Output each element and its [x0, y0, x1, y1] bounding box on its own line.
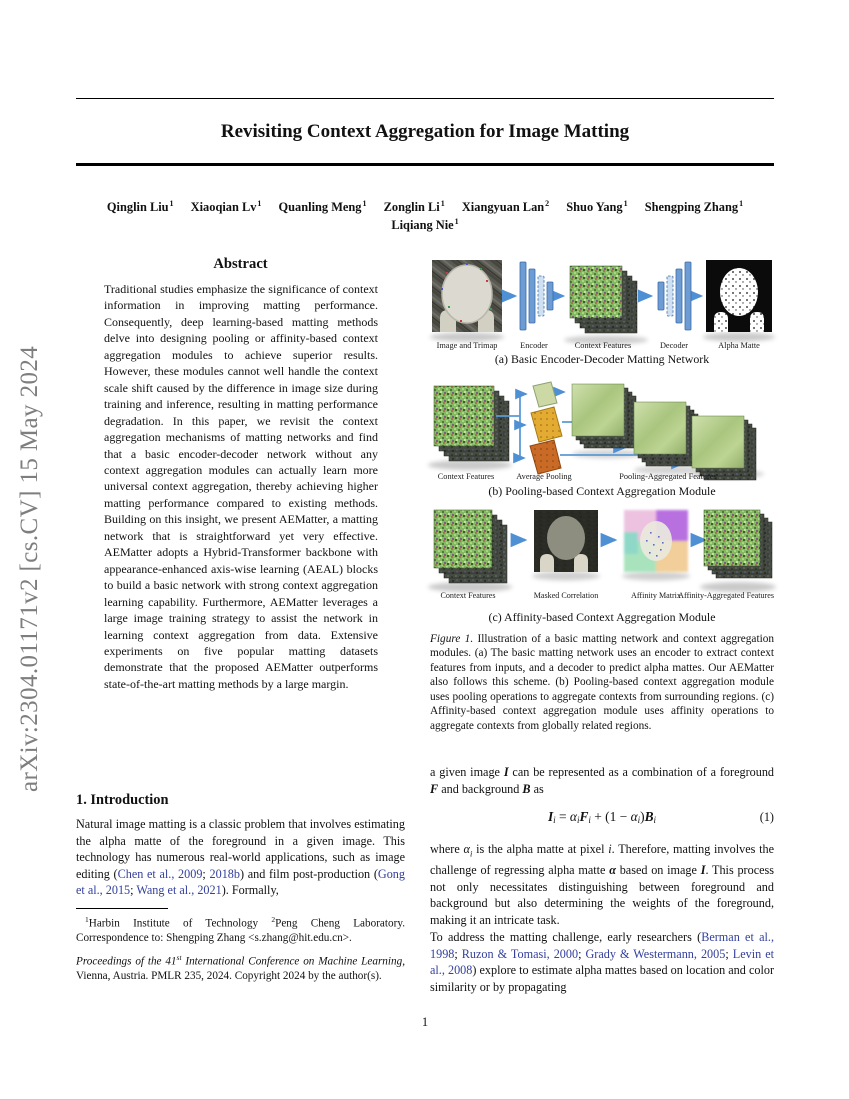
citation-link[interactable]: Wang et al., 2021	[136, 883, 222, 898]
panel-a-caption: (a) Basic Encoder-Decoder Matting Network	[494, 352, 710, 366]
author	[384, 200, 445, 214]
equation-body: $I_i = \alpha_iF_i + (1 - \alpha_i)B_i$	[547, 809, 657, 825]
intro-text: ) and film post-production (	[239, 866, 378, 881]
affinity-matrix-image	[624, 510, 688, 572]
citation-link[interactable]: Berman et al., 1998	[430, 930, 775, 961]
figure-label: Affinity-Aggregated Features	[678, 591, 774, 600]
body-text: and background	[438, 781, 523, 796]
figure1-caption-text: Illustration of a basic matting network and context aggregation modules. (a) The basic matting network uses an encoder to extract context features from inputs, and a decoder to predict alpha mattes. Our AEMatter also follows this scheme. (b) Pooling-based context aggregation module uses pooling operations to aggregate contexts from surrounding regions. (c) Affinity-based context aggregation module uses affinity operations to aggregate contexts from globally related regions.	[430, 633, 775, 732]
author	[107, 200, 174, 214]
pooling-aggregated-stack-3	[692, 416, 756, 480]
author-name: Qinglin Liu	[106, 200, 169, 215]
citation-link[interactable]: Grady & Westermann, 2005	[585, 946, 726, 961]
proceedings-italic: Proceedings of the 41	[76, 955, 177, 968]
context-features-stack	[434, 386, 509, 461]
context-features-stack	[434, 510, 507, 583]
author-name: Xiaoqian Lv	[190, 200, 257, 215]
math-var: α	[609, 863, 616, 878]
equation-number: (1)	[759, 810, 774, 824]
figure-label: Context Features	[437, 472, 495, 481]
panel-c-caption: (c) Affinity-based Context Aggregation Module	[488, 610, 716, 624]
author-name: Zonglin Li	[383, 200, 440, 215]
citation-link[interactable]: Chen et al., 2009	[117, 866, 203, 881]
paper-title: Revisiting Context Aggregation for Image Matting	[220, 121, 630, 142]
context-features-stack	[570, 266, 637, 333]
author-affiliation-sup: 1	[454, 217, 459, 226]
alpha-matte-image	[706, 260, 772, 332]
author-name: Shuo Yang	[566, 200, 623, 215]
intro-paragraph	[76, 816, 405, 899]
abstract-heading: Abstract	[213, 256, 268, 272]
intro-text: Natural image matting is a classic problem that involves estimating the alpha matte of the foreground in a given image. This technology has numerous real-world applications, such as image editing (	[76, 817, 405, 881]
math-var: i	[608, 842, 612, 856]
figure-label: Context Features	[574, 341, 632, 350]
figure-label: Image and Trimap	[436, 341, 498, 350]
footnote-text: Harbin Institute of Technology	[88, 917, 272, 930]
masked-correlation-image	[534, 510, 598, 572]
body-text: To address the matting challenge, early researchers (	[430, 930, 702, 944]
author-line-2	[76, 214, 774, 233]
author	[645, 200, 743, 214]
author	[279, 200, 367, 214]
figure-label: Decoder	[659, 341, 689, 350]
affiliation-marker: 1	[85, 915, 89, 924]
intro-text: ). Formally,	[221, 883, 279, 898]
body-text: ;	[454, 946, 462, 961]
footnote-text: Peng Cheng Laboratory. Correspondence to: Shengping Zhang	[76, 917, 405, 945]
affinity-aggregated-stack	[704, 510, 772, 578]
body-text: ;	[725, 946, 733, 961]
figure-label: Encoder	[520, 341, 548, 350]
proceedings-italic: International Conference on Machine Learning	[181, 955, 403, 968]
author-line-1	[76, 196, 774, 215]
body-paragraph	[430, 764, 774, 797]
author-affiliation-sup: 2	[545, 199, 550, 208]
body-text: can be represented as a combination of a foreground	[508, 765, 775, 779]
figure1-caption	[430, 632, 774, 733]
author-affiliation-sup: 1	[739, 199, 744, 208]
body-text: ;	[578, 946, 586, 961]
footnote-text: .	[349, 932, 352, 945]
math-var: I	[503, 765, 509, 779]
figure-panel-c	[430, 502, 774, 602]
author-affiliation-sup: 1	[257, 199, 262, 208]
encoder-bars	[520, 262, 553, 330]
affiliation-marker: 2	[271, 915, 276, 924]
author	[391, 218, 458, 232]
citation-link[interactable]: Levin et al., 2008	[430, 946, 774, 978]
math-var: α	[463, 842, 470, 856]
proceedings-note	[76, 951, 405, 984]
figure-label: Average Pooling	[516, 472, 572, 481]
arxiv-watermark: arXiv:2304.01171v2 [cs.CV] 15 May 2024	[16, 345, 43, 792]
author-name: Liqiang Nie	[391, 218, 454, 233]
figure-label: Masked Correlation	[533, 591, 599, 600]
citation-link[interactable]: Ruzon & Tomasi, 2000	[461, 946, 579, 961]
citation-link[interactable]: 2018b	[209, 866, 240, 881]
header-bottom-rule	[76, 163, 774, 166]
panel-b-caption: (b) Pooling-based Context Aggregation Module	[488, 484, 716, 498]
figure-panel-a	[430, 256, 774, 352]
figure1-caption-label: Figure 1.	[430, 633, 474, 645]
average-pooling-plates	[530, 382, 562, 474]
figure-label: Affinity Matrix	[631, 591, 681, 600]
author-name: Xiangyuan Lan	[461, 200, 545, 215]
figure-label: Pooling-Aggregated Features	[619, 472, 717, 481]
equation-1	[430, 809, 774, 825]
header-top-rule	[76, 98, 774, 99]
decoder-bars	[658, 262, 691, 330]
body-text: ) explore to estimate alpha mattes based on location and color similarity or by propagating	[430, 963, 774, 994]
author-affiliation-sup: 1	[362, 199, 367, 208]
author-affiliation-sup: 1	[623, 199, 628, 208]
pooling-aggregated-stack-2	[634, 402, 698, 466]
author-affiliation-sup: 1	[440, 199, 445, 208]
author	[191, 200, 262, 214]
math-var: I	[700, 863, 706, 878]
page-number: 1	[421, 1015, 429, 1029]
body-text: . This process not only necessitates distinguishing between foreground and background but also determining the weights of the foreground, making it an intricate task.	[430, 863, 774, 927]
input-image-trimap	[432, 260, 502, 332]
author-affiliation-sup: 1	[169, 199, 174, 208]
intro-text: ;	[202, 866, 210, 881]
pooling-aggregated-stack-1	[572, 384, 636, 448]
body-text: . Therefore, matting involves the challenge of regressing alpha matte	[430, 842, 774, 878]
body-paragraph	[430, 841, 774, 928]
section-heading-introduction: 1. Introduction	[76, 792, 169, 808]
footnote	[76, 913, 405, 946]
author-name: Shengping Zhang	[644, 200, 739, 215]
author-name: Quanling Meng	[278, 200, 362, 215]
figure-label: Alpha Matte	[718, 341, 760, 350]
body-paragraph	[430, 929, 774, 995]
math-sub: i	[469, 848, 473, 859]
figure-panel-b	[430, 380, 774, 482]
email-link[interactable]: <s.zhang@hit.edu.cn>	[248, 932, 350, 945]
body-text: is the alpha matte at pixel	[472, 842, 609, 856]
body-text: where	[430, 842, 464, 856]
figure-label: Context Features	[440, 591, 496, 600]
footnote-rule	[76, 908, 168, 909]
math-var: F	[430, 781, 439, 796]
proceedings-rest: , Vienna, Austria. PMLR 235, 2024. Copyright 2024 by the author(s).	[76, 955, 405, 983]
author	[462, 200, 549, 214]
intro-text: ;	[130, 883, 137, 898]
abstract-text: Traditional studies emphasize the significance of context information in improving matting performance. Consequently, deep learning-based matting methods delve into designing pooling or affinity-based context aggregation modules to achieve superior results. However, these modules cannot well handle the context scale shift caused by the difference in image size during training and inference, resulting in matting performance degradation. In this paper, we revisit the context aggregation mechanisms of matting networks and find that a basic encoder-decoder network without any context aggregation modules can actually learn more universal context aggregation, thereby achieving higher matting performance compared to existing methods. Building on this insight, we present AEMatter, a matting network that is straightforward yet very effective. AEMatter adopts a Hybrid-Transformer backbone with appearance-enhanced axis-wise learning (AEAL) blocks to build a basic network with strong context aggregation learning capability. Furthermore, AEMatter leverages a large image training strategy to assist the network in learning context aggregation from data. Extensive experiments on five popular matting datasets demonstrate that the proposed AEMatter outperforms state-of-the-art matting methods by a large margin.	[104, 282, 378, 691]
ordinal-sup: st	[176, 953, 182, 962]
math-var: B	[522, 781, 531, 796]
author	[566, 200, 627, 214]
body-text: as	[530, 781, 544, 796]
citation-link[interactable]: Gong et al., 2015	[76, 866, 405, 898]
body-text: a given image	[430, 765, 504, 779]
body-text: based on image	[615, 863, 701, 878]
